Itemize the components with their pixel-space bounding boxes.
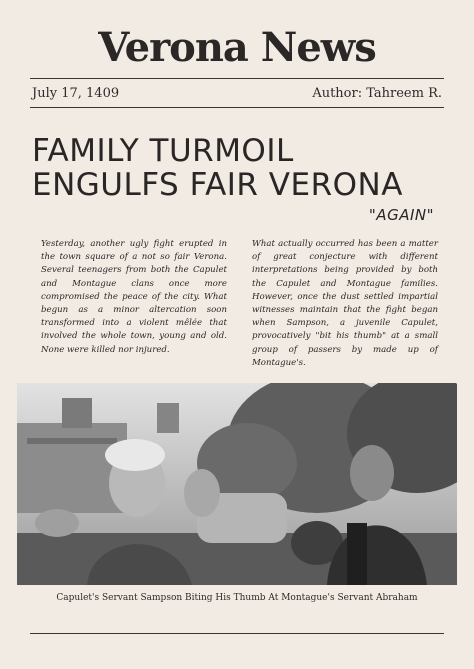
article-photo — [17, 383, 457, 585]
masthead-title: Verona News — [98, 24, 376, 71]
article-column-right: What actually occurred has been a matter of great conjecture with different interpretations being provided by both the Capulet and Montague families. However, once the dust settled impartial witnesses maintain that the fight began when Sampson, a juvenile Capulet, provocatively "bit his thumb" at a small group of passers by made up of Montague's. — [252, 239, 438, 368]
bottom-rule — [30, 633, 444, 634]
publication-date: July 17, 1409 — [32, 86, 120, 101]
headline-tag: "AGAIN" — [368, 206, 434, 224]
article-column-left: Yesterday, another ugly fight erupted in the town square of a not so fair Verona. Several teenagers from both the Capulet and Montague clans once more compromised the peace of the city. What begun as a minor altercation soon transformed into a violent mêlée that involved the whole town, young and old. None were killed nor injured. — [41, 239, 227, 355]
author-credit: Author: Tahreem R. — [312, 86, 442, 101]
dateline-rule — [30, 107, 444, 108]
article-headline — [32, 134, 452, 202]
headline-line-1: FAMILY TURMOIL — [32, 133, 294, 169]
dateline — [32, 86, 442, 101]
photo-caption: Capulet's Servant Sampson Biting His Thumb At Montague's Servant Abraham — [56, 593, 418, 603]
photo-illustration — [17, 383, 457, 585]
top-rule — [30, 78, 444, 79]
headline-line-2: ENGULFS FAIR VERONA — [32, 167, 403, 203]
